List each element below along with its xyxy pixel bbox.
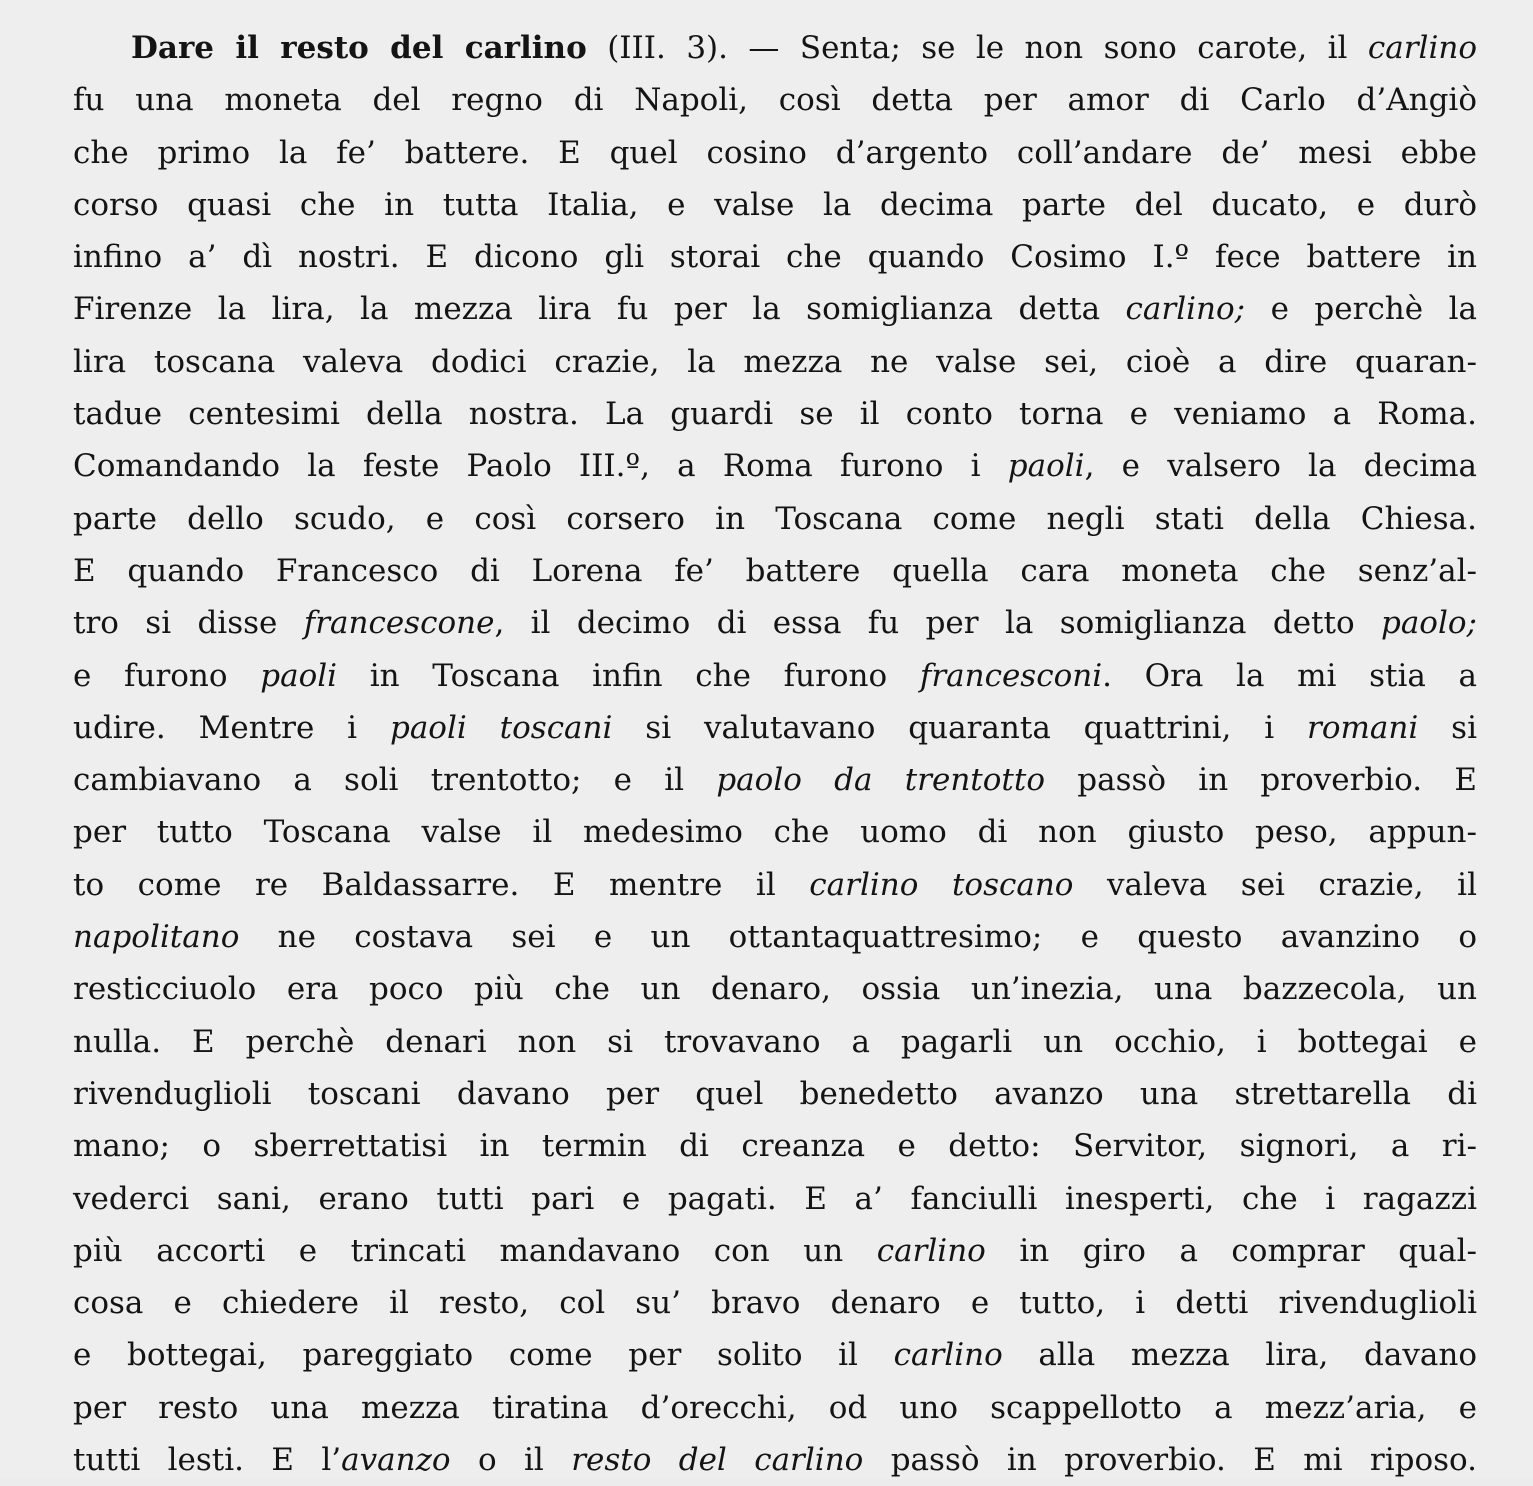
text-run: Comandando la feste Paolo III.º, a Roma furono i [73,448,1008,485]
text-run: in Toscana infin che furono [337,657,920,694]
text-line [73,179,1477,231]
text-line [73,74,1477,126]
text-line [73,1120,1477,1172]
italic-term: francescone [303,605,495,642]
italic-term: paoli [1007,448,1085,485]
italic-term: paoli toscani [389,709,613,746]
text-line [73,1225,1477,1277]
text-line [73,859,1477,911]
text-run: cosa e chiedere il resto, col su’ bravo denaro e tutto, i detti rivenduglioli [73,1285,1477,1322]
italic-term: carlino toscano [809,866,1074,903]
text-line [73,1173,1477,1225]
italic-term: paolo da trentotto [716,762,1045,799]
text-run: alla mezza lira, davano [1002,1337,1478,1374]
text-run: passò in proverbio. E mi riposo. [863,1442,1478,1479]
text-run: udire. Mentre i [73,709,390,746]
text-run: ne costava sei e un ottantaquattresimo; e questo avanzino o [239,919,1477,956]
text-line [73,493,1477,545]
text-line [73,1277,1477,1329]
text-line [73,283,1477,335]
text-run: valeva sei crazie, il [1073,866,1477,903]
text-run: per tutto Toscana valse il medesimo che uomo di non giusto peso, appun- [73,814,1477,851]
text-line [73,1382,1477,1434]
text-line [73,127,1477,179]
italic-term: avanzo [341,1442,451,1479]
text-run: , il decimo di essa fu per la somiglianza detto [494,605,1381,642]
text-run: in giro a comprar qual- [985,1232,1477,1269]
text-line [73,650,1477,702]
text-run: (III. 3). — Senta; se le non sono carote, il [586,30,1368,66]
text-line [73,440,1477,492]
italic-term: napolitano [73,919,240,956]
text-run: per resto una mezza tiratina d’orecchi, od uno scappellotto a mezz’aria, e [73,1389,1477,1426]
italic-term: paolo; [1380,605,1477,642]
text-run: parte dello scudo, e così corsero in Toscana come negli stati della Chiesa. [73,500,1477,537]
text-run: si [1418,709,1477,746]
text-run: lira toscana valeva dodici crazie, la mezza ne valse sei, cioè a dire quaran- [73,343,1477,380]
italic-term: carlino [893,1337,1003,1374]
text-line [73,545,1477,597]
text-line [73,1329,1477,1381]
text-run: tutti lesti. E l’ [73,1442,342,1479]
text-run: si valutavano quaranta quattrini, i [612,709,1308,746]
text-line [73,231,1477,283]
text-line [73,806,1477,858]
italic-term: resto del carlino [571,1442,864,1479]
text-run: , e valsero la decima [1084,448,1477,485]
text-run: passò in proverbio. E [1045,762,1478,799]
text-run: mano; o sberrettatisi in termin di creanza e detto: Servitor, signori, a ri- [73,1128,1477,1165]
italic-term: paoli [260,657,338,694]
text-run: E quando Francesco di Lorena fe’ battere quella cara moneta che senz’al- [73,552,1477,589]
italic-term: carlino; [1125,291,1246,328]
text-run: to come re Baldassarre. E mentre il [73,866,810,903]
text-run: cambiavano a soli trentotto; e il [73,762,717,799]
text-run: corso quasi che in tutta Italia, e valse la decima parte del ducato, e durò [73,186,1477,223]
italic-term: francesconi [919,657,1103,694]
text-run: e bottegai, pareggiato come per solito il [73,1337,894,1374]
text-run: e perchè la [1245,291,1477,328]
text-run: fu una moneta del regno di Napoli, così detta per amor di Carlo d’Angiò [73,82,1477,119]
entry-headword: Dare il resto del carlino [131,30,587,66]
italic-term: romani [1307,709,1419,746]
text-run: rivenduglioli toscani davano per quel benedetto avanzo una strettarella di [73,1075,1477,1112]
text-run: resticciuolo era poco più che un denaro, ossia un’inezia, una bazzecola, un [73,971,1477,1008]
text-run: infino a’ dì nostri. E dicono gli storai che quando Cosimo I.º fece battere in [73,239,1477,276]
text-line [73,597,1477,649]
text-line [73,754,1477,806]
text-line [73,1434,1477,1486]
text-run: nulla. E perchè denari non si trovavano a pagarli un occhio, i bottegai e [73,1023,1477,1060]
text-run: . Ora la mi stia a [1102,657,1477,694]
text-run: tro si disse [73,605,304,642]
text-run: vederci sani, erano tutti pari e pagati. E a’ fanciulli inesperti, che i ragazzi [73,1180,1477,1217]
italic-term: carlino [876,1232,986,1269]
text-run: tadue centesimi della nostra. La guardi se il conto torna e veniamo a Roma. [73,396,1477,433]
text-line [73,1016,1477,1068]
body-paragraph [73,22,1477,1486]
text-line [73,911,1477,963]
text-run: Firenze la lira, la mezza lira fu per la somiglianza detta [73,291,1126,328]
text-run: più accorti e trincati mandavano con un [73,1232,877,1269]
text-line [73,963,1477,1015]
text-line [73,336,1477,388]
italic-term: carlino [1367,30,1477,66]
text-line [73,388,1477,440]
text-run: e furono [73,657,261,694]
text-line [73,702,1477,754]
text-line [73,1068,1477,1120]
text-run: o il [450,1442,572,1479]
text-run: che primo la fe’ battere. E quel cosino d’argento coll’andare de’ mesi ebbe [73,134,1477,171]
text-line [73,22,1477,74]
